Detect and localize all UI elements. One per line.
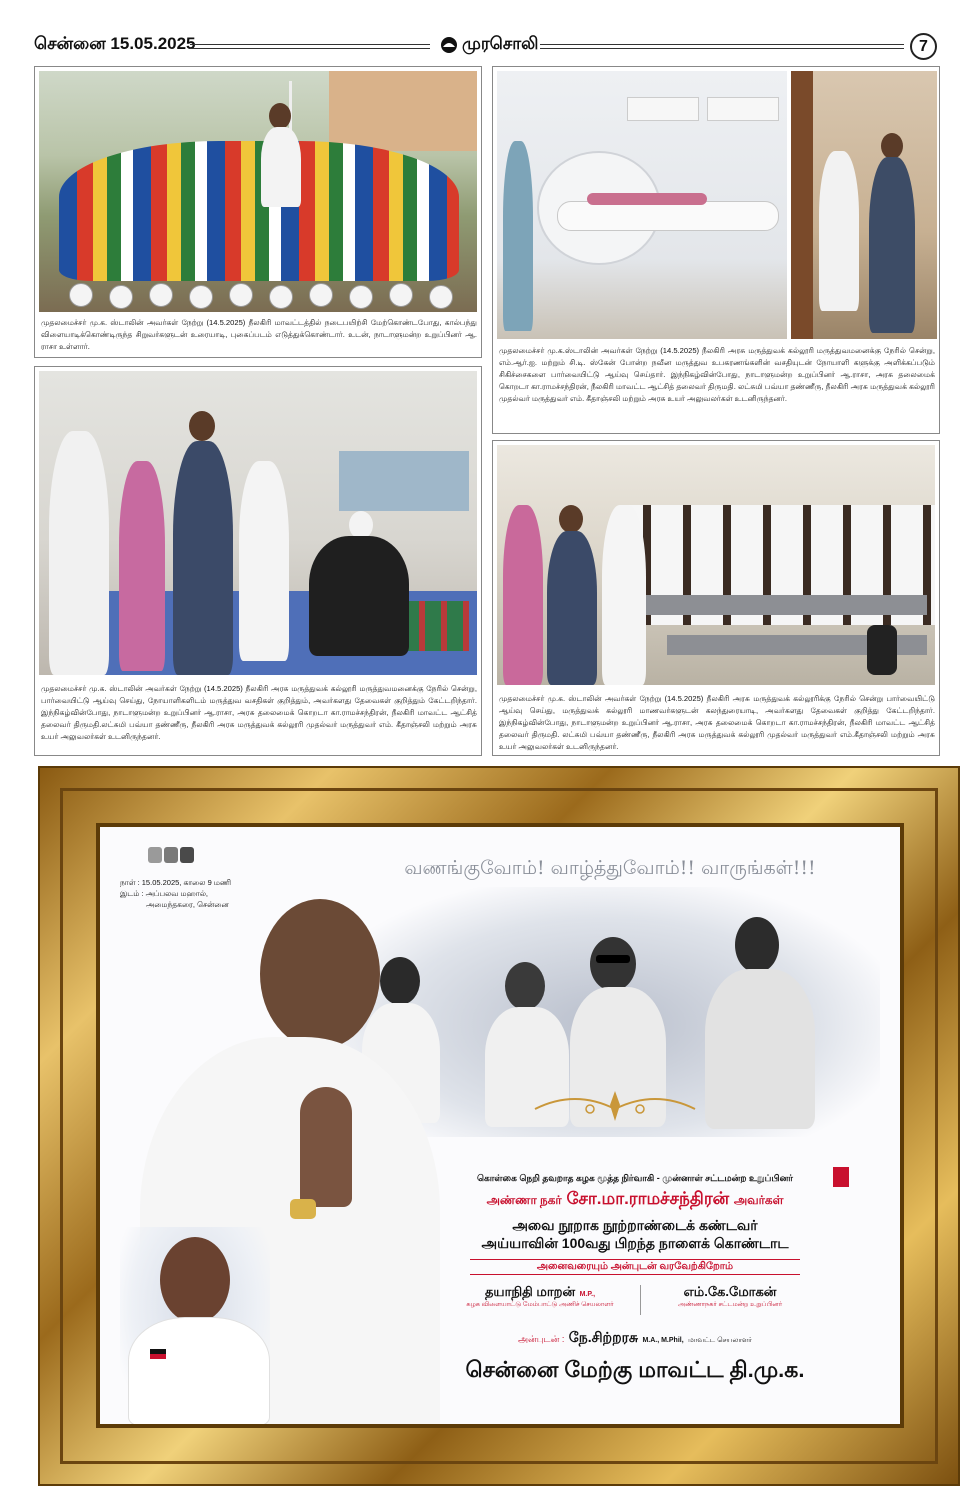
page-number: 7 [910, 33, 937, 60]
party-flag-icon [833, 1167, 849, 1187]
group-of-children [59, 141, 459, 281]
date-value: 15.05.2025, காலை 9 மணி [141, 878, 232, 887]
adult-head [269, 103, 291, 129]
ad-organisation: சென்னை மேற்கு மாவட்ட தி.மு.க. [465, 1357, 805, 1382]
official-checked-shirt [869, 157, 915, 333]
photo-hospital-ward [39, 371, 477, 675]
host-1-name: தயாநிதி மாறன் [484, 1284, 576, 1299]
venue-city: அமைந்தகரை, சென்னை [146, 900, 229, 909]
bearded-man-portrait [735, 917, 779, 973]
host-1-degree: M.P., [579, 1291, 596, 1298]
woman-pink-saree [503, 505, 543, 685]
football [429, 285, 453, 309]
photo-scanner-doorway [791, 71, 937, 339]
elder-portrait [505, 962, 545, 1010]
with-degree: M.A., M.Phil, [642, 1337, 684, 1344]
masthead-date: சென்னை 15.05.2025 [34, 34, 196, 53]
football [389, 283, 413, 307]
football [109, 285, 133, 309]
official-checked-shirt [173, 441, 233, 675]
backpack [867, 625, 897, 675]
photo-caption: முதலமைச்சர் மு.க. ஸ்டாலின் அவர்கள் நேற்று (14.5.2025) நீலகிரி அரசு மருத்துவக் கல்லூரிக்கு நேரில் சென்று பார்வையிட்டு ஆய்வு செய்து, மருத்துவக் கல்லூரி மாணவர்களுடன் கலந்துரையாடி, அவர்களது தேவைகள் குறித்து கேட்டறிந்தார். இந்நிகழ்வின்போது, நாடாளுமன்ற உறுப்பினர் ஆ.ராசா, அரசு தலைமைக் கொறடா கா.ராமச்சந்திரன், நீலகிரி மாவட்ட ஆட்சித் தலைவர் திருமதி. லட்சுமி பவ்யா தண்ணீரு, நீலகிரி அரசு மருத்துவக் கல்லூரி முதல்வர் மருத்துவர் எம்.கீதாஞ்சலி மற்றும் அரசு உயர் அலுவலர்கள் உடனிருந்தனர். [499, 694, 935, 751]
venue-value: அப்பலவ மஹால், [145, 889, 209, 898]
photo-box-ward [34, 366, 482, 756]
honoree-name: சோ.மா.ராமச்சந்திரன் [566, 1189, 730, 1208]
man-white-shirt [49, 431, 109, 675]
scanner-bed [557, 201, 779, 231]
young-man-portrait [380, 957, 420, 1005]
host-divider [640, 1285, 641, 1315]
window [339, 451, 469, 511]
football [189, 285, 213, 309]
honoree-prefix: அண்ணா நகர் [486, 1193, 562, 1207]
advertisement-panel [100, 827, 900, 1424]
door-frame [791, 71, 813, 339]
staff-member [503, 141, 533, 331]
patient-black-dress [309, 536, 409, 656]
football [229, 283, 253, 307]
paper-name: முரசொலி [462, 34, 539, 53]
gold-watch-icon [290, 1199, 316, 1219]
building [329, 71, 477, 151]
woman-pink-saree [119, 461, 165, 671]
event-details [120, 877, 231, 910]
honoree-suffix: அவர்கள் [733, 1193, 784, 1207]
party-badge-icon [150, 1349, 166, 1359]
doctor-white-coat [819, 151, 859, 311]
photo-box-scanner [492, 66, 940, 434]
young-leader-white-shirt [128, 1317, 270, 1424]
bearded-man-shawl [705, 969, 815, 1129]
man-white-veshti [239, 461, 289, 661]
official-head [559, 505, 583, 533]
photo-caption: முதலமைச்சர் மு.க.ஸ்டாலின் அவர்கள் நேற்று (14.5.2025) நீலகிரி அரசு மருத்துவக் கல்லூரி மருத்துவமனைக்கு நேரில் சென்று, எம்.ஆர்.ஐ. மற்றும் சி.டி. ஸ்கேன் போன்ற நவீன மருத்துவ உபகரணங்களின் வசதியுடன் நோயாளி களுக்கு அளிக்கப்படும் சிகிச்சைகளை பார்வையிட்டு ஆய்வு செய்தார். இந்நிகழ்வின்போது, நாடாளுமன்ற உறுப்பினர் ஆ.ராசா, அரசு தலைமைக் கொறடா கா.ராமச்சந்திரன், நீலகிரி மாவட்ட ஆட்சித் தலைவர் திருமதி. லட்சுமி பவ்யா தண்ணீரு, நீலகிரி அரசு மருத்துவக் கல்லூரி முதல்வர் மருத்துவர் எம். கீதாஞ்சலி மற்றும் அரசு உயர் அலுவலர்கள் உடனிருந்தனர். [499, 346, 935, 403]
official-head [189, 411, 215, 441]
host-2 [645, 1283, 815, 1309]
ad-tagline: கொள்கை நெறி தவறாத கழக மூத்த நிர்வாகி - முன்னாள் சட்டமன்ற உறுப்பினர் [476, 1173, 794, 1183]
masthead-rule-left [190, 44, 430, 49]
masthead-rule-right [540, 44, 904, 49]
gold-ornament-icon [530, 1087, 700, 1127]
leader-portrait-icon [164, 847, 178, 863]
photo-caption: முதலமைச்சர் மு.க. ஸ்டாலின் அவர்கள் நேற்று (14.5.2025) நீலகிரி மாவட்டத்தில் நடைபயிற்சி மேற்கொண்டபோது, கால்பந்து விளையாடிக்கொண்டிருந்த சிறுவர்களுடன் உரையாடி, புகைப்படம் எடுத்துக்கொண்டார். உடன், நாடாளுமன்ற உறுப்பினர் ஆ. ராசா உள்ளார். [41, 318, 477, 351]
ad-with-love [460, 1329, 810, 1348]
with-role: மாவட்ட செயலாளர் [688, 1337, 752, 1344]
rising-sun-logo-icon [440, 36, 458, 54]
dark-glasses-icon [596, 955, 630, 963]
patient-on-bed [587, 193, 707, 205]
football [349, 285, 373, 309]
desks-row [637, 595, 927, 615]
patient-mask [349, 511, 373, 539]
official-checked-shirt [547, 531, 597, 685]
date-label: நாள் : [120, 878, 140, 887]
leader-portrait-icon [148, 847, 162, 863]
photo-medical-classroom [497, 445, 935, 685]
venue-label: இடம் : [120, 889, 144, 898]
football [309, 283, 333, 307]
football [149, 283, 173, 307]
host-2-name: எம்.கே.மோகன் [683, 1284, 777, 1299]
man-white-veshti [602, 505, 646, 685]
young-leader-portrait [160, 1237, 230, 1323]
host-2-role: அண்ணாநகர் சட்டமன்ற உறுப்பினர் [677, 1301, 783, 1308]
with-label: அன்புடன் : [518, 1334, 565, 1344]
host-1-role: கழக விளையாட்டு மேம்பாட்டு அணிச் செயலாளர் [466, 1301, 614, 1308]
official-head [881, 133, 903, 159]
photo-box-classroom [492, 440, 940, 756]
leader-dark-glasses-portrait [590, 937, 636, 991]
photo-caption: முதலமைச்சர் மு.க. ஸ்டாலின் அவர்கள் நேற்று (14.5.2025) நீலகிரி அரசு மருத்துவக் கல்லூரி மருத்துவமனைக்கு நேரில் சென்று, பார்வையிட்டு ஆய்வு செய்து, நோயாளிகளிடம் மருத்துவ வசதிகள் குறித்தும், அவர்களது தேவைகள் குறித்தும் கேட்டறிந்தார். இந்நிகழ்வின்போது, நாடாளுமன்ற உறுப்பினர் ஆ.ராசா, அரசு தலைமைக் கொறடா கா.ராமச்சந்திரன், நீலகிரி மாவட்ட ஆட்சித் தலைவர் திருமதி.லட்சுமி பவ்யா தண்ணீரு, நீலகிரி அரசு மருத்துவக் கல்லூரி முதல்வர் மருத்துவர் எம். கீதாஞ்சலி மற்றும் அரசு உயர் அலுவலர்கள் உடனிருந்தனர். [41, 684, 477, 741]
with-name: நே.சிற்றரசு [568, 1329, 638, 1345]
ad-line-century: அவை நூறாக நூற்றாண்டைக் கண்டவர் [512, 1217, 758, 1233]
adult-white-shirt [261, 127, 301, 207]
ad-invite: அனைவரையும் அன்புடன் வரவேற்கிறோம் [470, 1259, 800, 1275]
air-conditioner [627, 97, 699, 121]
honoree-portrait [260, 899, 380, 1049]
air-conditioner [707, 97, 779, 121]
leader-portrait-icon [180, 847, 194, 863]
ad-line-birthday: அய்யாவின் 100வது பிறந்த நாளைக் கொண்டாட [481, 1235, 789, 1251]
host-1 [440, 1283, 640, 1309]
photo-box-football [34, 66, 482, 358]
honoree-name-line [460, 1189, 810, 1211]
folded-hands [300, 1087, 352, 1207]
ad-greeting: வணங்குவோம்! வாழ்த்துவோம்!! வாருங்கள்!!! [404, 857, 816, 879]
football [69, 283, 93, 307]
photo-football-kids [39, 71, 477, 312]
football [269, 285, 293, 309]
photo-ct-scanner-room [497, 71, 787, 339]
